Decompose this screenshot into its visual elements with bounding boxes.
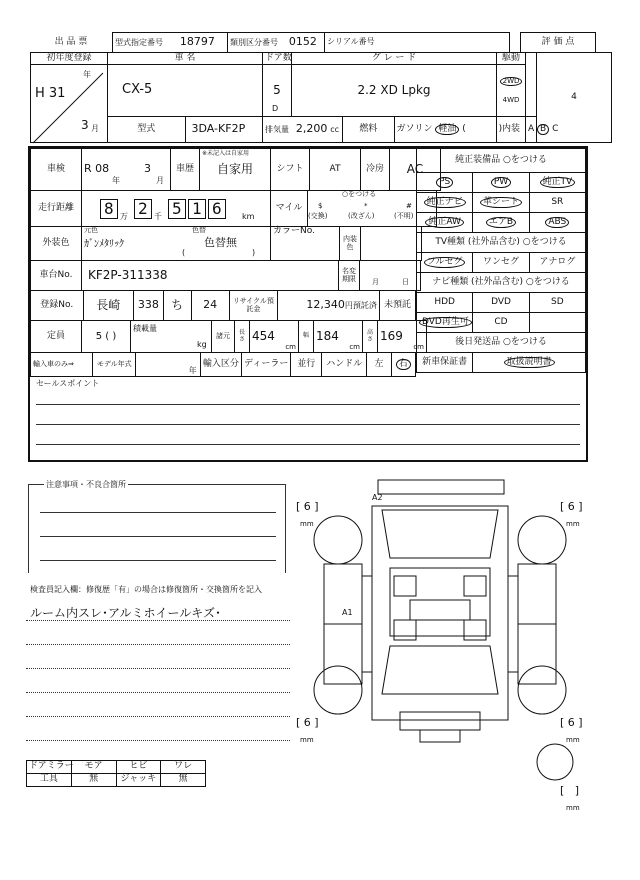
history-cell bbox=[200, 149, 271, 191]
tire-spare: [ ] bbox=[560, 784, 580, 797]
history-note: ※未記入は自家用 bbox=[202, 150, 250, 157]
tv-item-1 bbox=[473, 253, 529, 273]
len-label: 長さ bbox=[235, 321, 250, 353]
score-value: 4 bbox=[537, 53, 612, 143]
class-no-value: 0152 bbox=[288, 35, 317, 49]
dims-label: 諸元 bbox=[212, 321, 235, 353]
model-year-cell bbox=[136, 353, 200, 377]
diagram-a2: A2 bbox=[372, 493, 383, 502]
name-change-label: 名変期限 bbox=[339, 261, 360, 291]
genuine-item-4 bbox=[473, 193, 529, 213]
dollar-mark: $ bbox=[318, 202, 323, 210]
drive-cell bbox=[497, 65, 526, 117]
displacement-value: 2,200 bbox=[295, 122, 328, 136]
model-value: 3DA-KF2P bbox=[185, 117, 263, 143]
model-year-unit: 年 bbox=[188, 366, 197, 376]
fuel-other-close: ) bbox=[498, 123, 503, 134]
class-no-label: 類別区分番号 bbox=[230, 38, 278, 48]
spec-table bbox=[30, 320, 427, 353]
man-unit: 万 bbox=[120, 212, 128, 221]
reg-kana: ち bbox=[163, 291, 191, 321]
tire-rr-value: 6 bbox=[567, 716, 575, 729]
orig-color-value: ｶﾞﾝﾒﾀﾘｯｸ bbox=[84, 239, 124, 250]
later-title: 後日発送品 ○をつける bbox=[417, 333, 586, 353]
tv-item-2 bbox=[529, 253, 585, 273]
load-label: 積載量 bbox=[133, 324, 157, 333]
inspection-cell bbox=[82, 149, 171, 191]
reg-class: 338 bbox=[133, 291, 163, 321]
fuel-diesel: 軽油 bbox=[435, 124, 459, 136]
unpaid-label: 未預託 bbox=[379, 291, 415, 321]
tampered-label: (改ざん) bbox=[348, 212, 375, 220]
dealer-option: ディーラー bbox=[241, 353, 291, 377]
jack-value: 無 bbox=[161, 774, 206, 787]
navi-title: ナビ種類 (社外品含む) ○をつける bbox=[417, 273, 586, 293]
form-title: 出 品 票 bbox=[54, 36, 88, 47]
first-reg-cell bbox=[31, 65, 108, 143]
tire-rr-unit: mm bbox=[566, 736, 580, 744]
notes-line-1 bbox=[40, 512, 276, 513]
vehicle-table bbox=[30, 52, 612, 143]
month-value: 3 bbox=[81, 118, 89, 132]
genuine-item-5 bbox=[529, 193, 585, 213]
kg-unit: kg bbox=[197, 340, 207, 349]
jack-label: ジャッキ bbox=[116, 774, 161, 787]
color-paren-open: ( bbox=[182, 248, 186, 257]
grade-label: グ レ ー ド bbox=[292, 53, 497, 65]
drive-label: 駆動 bbox=[497, 53, 526, 65]
width-value: 184 bbox=[316, 328, 339, 343]
registration-table bbox=[30, 290, 416, 321]
tire-rl: [ 6 ] bbox=[296, 716, 319, 729]
insp-line-5 bbox=[26, 716, 290, 717]
km-unit: km bbox=[242, 212, 255, 221]
first-reg-label: 初年度登録 bbox=[31, 53, 108, 65]
color-change-value: 色替無 bbox=[204, 236, 237, 249]
drive-4wd: 4WD bbox=[502, 95, 520, 104]
model-year-label: モデル年式 bbox=[93, 353, 136, 377]
footer-table bbox=[26, 760, 206, 787]
doors-value: 5 bbox=[273, 82, 281, 97]
equipment-table bbox=[416, 148, 586, 373]
tv-title: TV種類 (社外品含む) ○をつける bbox=[417, 233, 586, 253]
tire-fl-value: 6 bbox=[303, 500, 311, 513]
fuel-other: ( bbox=[462, 123, 466, 134]
mirror-value: モア bbox=[71, 761, 116, 774]
width-unit: cm bbox=[349, 343, 360, 352]
capacity-label: 定員 bbox=[31, 321, 82, 353]
genuine-item-2 bbox=[529, 173, 585, 193]
exterior-color-label: 外装色 bbox=[31, 227, 82, 261]
orig-color-label: 元色 bbox=[84, 226, 98, 234]
tire-fl-unit: mm bbox=[300, 520, 314, 528]
sales-label: セールスポイント bbox=[36, 379, 100, 388]
navi-item-0 bbox=[417, 293, 473, 313]
interior-color-label: 内装色 bbox=[340, 227, 361, 261]
genuine-item-8 bbox=[529, 213, 585, 233]
import-type-label: 輸入区分 bbox=[200, 353, 241, 377]
car-diagram bbox=[290, 480, 590, 780]
interior-c: C bbox=[552, 123, 559, 134]
serial-label: シリアル番号 bbox=[327, 36, 375, 46]
interior-color-value bbox=[361, 227, 422, 261]
mileage-digit-4: 1 bbox=[188, 199, 206, 219]
tool-value: 無 bbox=[71, 774, 116, 787]
nc-month: 月 bbox=[372, 278, 379, 286]
notes-label: 注意事項・不良合箇所 bbox=[46, 480, 126, 489]
recycle-label: リサイクル預託金 bbox=[229, 291, 277, 321]
navi-item-2 bbox=[529, 293, 585, 313]
tire-fl: [ 6 ] bbox=[296, 500, 319, 513]
tire-fr-unit: mm bbox=[566, 520, 580, 528]
genuine-item-label-2: 純正TV bbox=[540, 177, 576, 189]
car-name-label: 車 名 bbox=[108, 53, 263, 65]
mileage-digit-5: 6 bbox=[208, 199, 226, 219]
score-label: 評 価 点 bbox=[521, 33, 596, 53]
nc-day: 日 bbox=[402, 278, 409, 286]
genuine-item-label-6: 純正AW bbox=[425, 217, 464, 229]
mileage-table bbox=[30, 190, 437, 227]
tv-item-label-0: フルセグ bbox=[424, 257, 466, 269]
genuine-item-3 bbox=[417, 193, 473, 213]
width-cell bbox=[314, 321, 363, 353]
chassis-label: 車台No. bbox=[31, 261, 82, 291]
navi-item-label-1: DVD bbox=[491, 296, 511, 307]
capacity-value: 5 ( ) bbox=[82, 321, 131, 353]
model-label: 型式 bbox=[108, 117, 186, 143]
reg-num: 24 bbox=[191, 291, 229, 321]
height-label: 高さ bbox=[363, 321, 378, 353]
interior-label: 内装 bbox=[497, 117, 526, 143]
later-item-1 bbox=[473, 353, 586, 373]
mileage-cell bbox=[82, 191, 271, 227]
inspection-month-unit: 月 bbox=[156, 176, 164, 185]
mileage-digit-3: 5 bbox=[168, 199, 186, 219]
cc-unit: cc bbox=[330, 125, 340, 135]
navi-item-label-4: CD bbox=[494, 316, 508, 327]
interior-b: B bbox=[537, 124, 549, 136]
later-item-label-0: 新車保証書 bbox=[422, 356, 468, 367]
navi-item-3 bbox=[417, 313, 473, 333]
recycle-cell bbox=[278, 291, 380, 321]
load-cell bbox=[131, 321, 212, 353]
ac-value: AC bbox=[390, 149, 441, 191]
color-no-cell bbox=[271, 227, 340, 261]
genuine-item-0 bbox=[417, 173, 473, 193]
width-label: 幅 bbox=[299, 321, 314, 353]
mileage-digit-2: 2 bbox=[134, 199, 152, 219]
handle-right: 右 bbox=[396, 359, 411, 371]
inspector-note: ルーム内スレ･アルミホイールキズ･ bbox=[30, 606, 222, 620]
type-no-cell bbox=[113, 33, 228, 53]
later-item-label-1: 取扱説明書 bbox=[504, 357, 555, 369]
genuine-item-label-5: SR bbox=[551, 196, 564, 207]
crack-label: ヒビ bbox=[116, 761, 161, 774]
serial-cell bbox=[325, 33, 510, 53]
length-value: 454 bbox=[252, 328, 275, 343]
color-table bbox=[30, 226, 422, 261]
navi-item-5 bbox=[529, 313, 585, 333]
diagram-a1: A1 bbox=[342, 608, 353, 617]
reg-label: 登録No. bbox=[31, 291, 84, 321]
spacer bbox=[510, 33, 521, 53]
tire-rl-value: 6 bbox=[303, 716, 311, 729]
asterisk-mark: * bbox=[364, 202, 368, 210]
color-paren-close: ) bbox=[252, 248, 256, 257]
tv-item-0 bbox=[417, 253, 473, 273]
insp-line-4 bbox=[26, 692, 290, 693]
door-type: D bbox=[272, 104, 279, 113]
type-no-label: 型式指定番号 bbox=[115, 38, 163, 48]
drive-2wd: 2WD bbox=[500, 77, 523, 87]
handle-left: 左 bbox=[367, 353, 391, 377]
sales-line-1 bbox=[36, 404, 580, 405]
inspection-year-unit: 年 bbox=[112, 176, 120, 185]
length-cell bbox=[250, 321, 299, 353]
genuine-item-label-4: 革シート bbox=[480, 197, 522, 209]
inspector-label: 検査員記入欄：修復歴「有」の場合は修復箇所・交換箇所を記入 bbox=[30, 585, 262, 594]
shift-label: シフト bbox=[271, 149, 310, 191]
genuine-item-label-3: 純正ナビ bbox=[424, 197, 466, 209]
type-no-value: 18797 bbox=[179, 35, 215, 49]
insp-line-6 bbox=[26, 740, 290, 741]
genuine-title: 純正装備品 ○をつける bbox=[417, 149, 586, 173]
history-label: 車歴 bbox=[171, 149, 200, 191]
notes-line-3 bbox=[40, 560, 276, 561]
mile-label: マイル bbox=[271, 191, 308, 227]
tire-rl-unit: mm bbox=[300, 736, 314, 744]
insp-line-2 bbox=[26, 644, 290, 645]
era-value: H 31 bbox=[35, 86, 66, 101]
ac-label: 冷房 bbox=[361, 149, 390, 191]
genuine-item-label-7: エアB bbox=[486, 217, 516, 229]
height-value: 169 bbox=[380, 328, 403, 343]
mileage-label: 走行距離 bbox=[31, 191, 82, 227]
sen-unit: 千 bbox=[154, 212, 162, 221]
fuel-options bbox=[394, 117, 503, 143]
history-value: 自家用 bbox=[216, 161, 253, 176]
displacement-label: 排気量 bbox=[265, 125, 289, 135]
break-label: ワレ bbox=[161, 761, 206, 774]
genuine-item-label-0: PS bbox=[436, 177, 453, 189]
length-unit: cm bbox=[285, 343, 296, 352]
tire-fr: [ 6 ] bbox=[560, 500, 583, 513]
color-no-label: カラーNo. bbox=[273, 226, 315, 236]
genuine-item-6 bbox=[417, 213, 473, 233]
genuine-item-label-1: PW bbox=[491, 177, 511, 189]
later-item-0 bbox=[417, 353, 473, 373]
year-unit: 年 bbox=[83, 70, 91, 79]
import-table bbox=[30, 352, 416, 377]
mirror-label: ドアミラー bbox=[27, 761, 72, 774]
fuel-label: 燃料 bbox=[343, 117, 394, 143]
recycle-amount: 12,340 bbox=[306, 298, 345, 312]
inspection-value: R 08 bbox=[84, 162, 110, 176]
mileage-digit-1: 8 bbox=[100, 199, 118, 219]
interior-a: A bbox=[528, 123, 535, 134]
genuine-item-7 bbox=[473, 213, 529, 233]
interior-grade bbox=[526, 117, 612, 143]
tire-spare-unit: mm bbox=[566, 804, 580, 812]
navi-item-4 bbox=[473, 313, 529, 333]
displacement-cell bbox=[263, 117, 343, 143]
navi-item-1 bbox=[473, 293, 529, 313]
insp-line-3 bbox=[26, 668, 290, 669]
navi-item-label-2: SD bbox=[551, 296, 564, 307]
color-cell bbox=[82, 227, 271, 261]
details-table bbox=[30, 148, 441, 191]
diagonal-line bbox=[31, 65, 105, 145]
name-change-cell bbox=[360, 261, 421, 291]
header-table bbox=[30, 32, 596, 53]
height-unit: cm bbox=[413, 343, 424, 352]
chassis-table bbox=[30, 260, 421, 291]
tv-item-label-1: ワンセグ bbox=[482, 256, 519, 267]
recycle-unit: 円預託済 bbox=[344, 301, 377, 311]
genuine-item-label-8: ABS bbox=[545, 217, 569, 229]
hash-mark: # bbox=[406, 202, 412, 210]
color-change-label: 色替 bbox=[192, 226, 206, 234]
handle-label: ハンドル bbox=[322, 353, 367, 377]
tv-item-label-2: アナログ bbox=[539, 256, 576, 267]
genuine-item-1 bbox=[473, 173, 529, 193]
car-name-value: CX-5 bbox=[108, 65, 263, 117]
doors-cell bbox=[263, 65, 292, 117]
unknown-label: (不明) bbox=[394, 212, 414, 220]
tire-fr-value: 6 bbox=[567, 500, 575, 513]
month-unit: 月 bbox=[91, 124, 99, 133]
shift-value: AT bbox=[310, 149, 361, 191]
inspection-month: 3 bbox=[144, 162, 151, 175]
inspection-label: 車検 bbox=[31, 149, 82, 191]
reg-area: 長崎 bbox=[83, 291, 133, 321]
navi-item-label-3: DVD再生可 bbox=[419, 317, 472, 329]
doors-label: ドア数 bbox=[263, 53, 292, 65]
exchange-label: (交換) bbox=[308, 212, 328, 220]
sales-line-3 bbox=[36, 444, 580, 445]
grade-value: 2.2 XD Lpkg bbox=[292, 65, 497, 117]
navi-item-label-0: HDD bbox=[434, 296, 455, 307]
tool-label: 工具 bbox=[27, 774, 72, 787]
handle-right-cell bbox=[391, 353, 415, 377]
insp-line-1 bbox=[26, 620, 290, 621]
chassis-value: KF2P-311338 bbox=[82, 261, 339, 291]
parallel-option: 並行 bbox=[291, 353, 322, 377]
tire-rr: [ 6 ] bbox=[560, 716, 583, 729]
class-no-cell bbox=[228, 33, 325, 53]
notes-line-2 bbox=[40, 536, 276, 537]
sales-line-2 bbox=[36, 424, 580, 425]
circle-note: ○をつける bbox=[342, 190, 377, 198]
fuel-gasoline: ガソリン bbox=[396, 123, 433, 134]
import-label: 輸入車のみ⇒ bbox=[31, 353, 93, 377]
